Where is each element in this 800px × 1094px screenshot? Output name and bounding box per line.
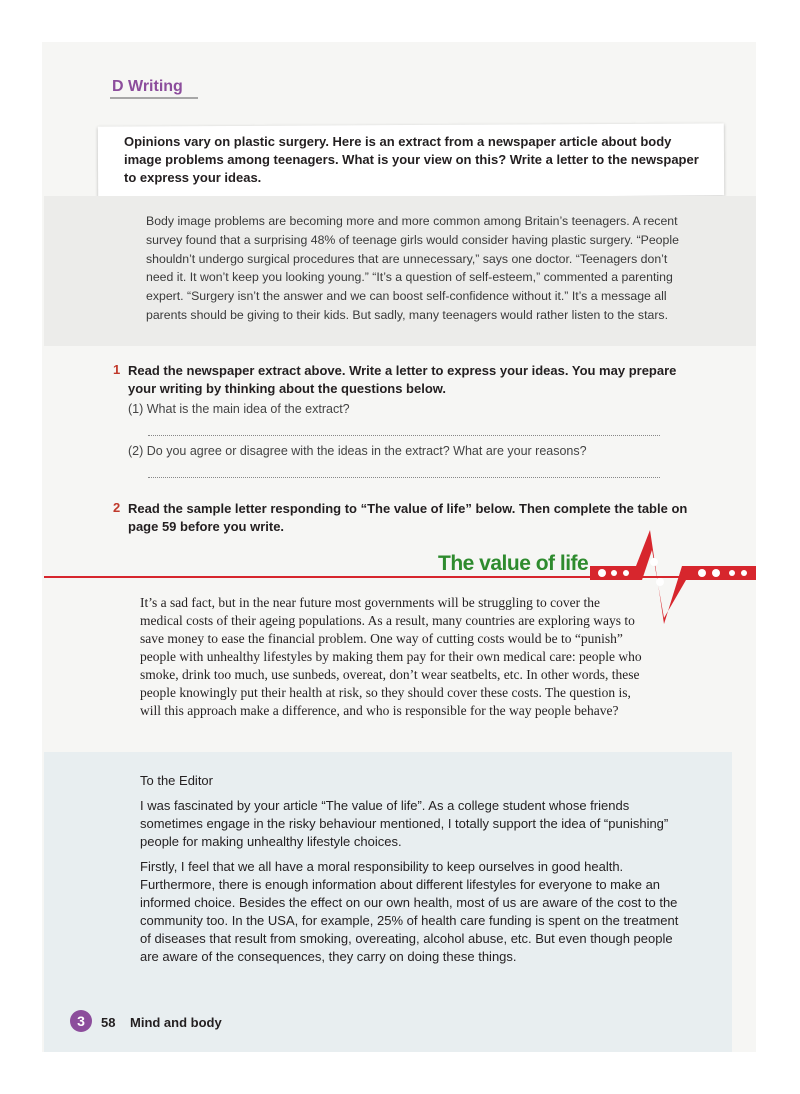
question-number-1: 1 <box>113 362 121 377</box>
letter-paragraph: Firstly, I feel that we all have a moral responsibility to keep ourselves in good health. Furthermore, there is enough information about different lifestyles for everyone to make an informed choice. Besides the effect on our own health, most of us are aware of the cost to the community too. In the USA, for example, 25% of health care funding is spent on the treatment of diseases that result from smoking, overeating, alcohol abuse, etc. But even though people are aware of the consequences, they carry on doing these things. <box>140 859 679 964</box>
sub-question-1: (1) What is the main idea of the extract? <box>128 402 350 416</box>
answer-line-1[interactable] <box>148 435 660 436</box>
newspaper-extract: Body image problems are becoming more and more common among Britain’s teenagers. A recent survey found that a surprising 48% of teenage girls would consider having plastic surgery. “People shouldn’t undergo surgical procedures that are unnecessary,” says one doctor. “Teenagers don’t need it. It won’t keep you looking young.” “It’s a question of self-esteem,” commented a parenting expert. “Surgery isn’t the answer and we can boost self-confidence without it.” It’s a message all parents should be giving to their kids. But sadly, many teenagers would rather listen to the stars. <box>146 214 679 322</box>
answer-line-2[interactable] <box>148 477 660 478</box>
letter-paragraph: I was fascinated by your article “The value of life”. As a college student whose friends sometimes engage in the risky behaviour mentioned, I totally support the idea of “punishing” people for making unhealthy lifestyle choices. <box>140 798 669 849</box>
section-title: D Writing <box>112 78 183 95</box>
unit-title: Mind and body <box>130 1015 222 1030</box>
page-number: 58 <box>101 1015 116 1030</box>
article-body: It’s a sad fact, but in the near future most governments will be struggling to cover the medical costs of their ageing populations. As a result, many countries are exploring ways to save money to ease the financial problem. One way of cutting costs would be to “punish” people with unhealthy lifestyles by making them pay for their own medical care: people who smoke, drink too much, use sunbeds, overeat, don’t wear seatbelts, etc. In other words, these people knowingly put their health at risk, so they should cover these costs. The question is, will this approach make a difference, and who is responsible for the way people behave? <box>140 595 642 718</box>
section-underline <box>110 97 198 99</box>
question-number-2: 2 <box>113 500 121 515</box>
question-2-text: Read the sample letter responding to “The value of life” below. Then complete the table on page 59 before you write. <box>128 501 688 534</box>
unit-badge: 3 <box>70 1010 92 1032</box>
question-1-text: Read the newspaper extract above. Write a letter to express your ideas. You may prepare your writing by thinking about the questions below. <box>128 363 677 396</box>
article-title: The value of life <box>438 552 589 575</box>
letter-salutation: To the Editor <box>140 773 213 788</box>
task-instructions: Opinions vary on plastic surgery. Here is an extract from a newspaper article about body image problems among teenagers. What is your view on this? Write a letter to the newspaper to express your ideas. <box>124 134 699 185</box>
sub-question-2: (2) Do you agree or disagree with the ideas in the extract? What are your reasons? <box>128 444 587 458</box>
sample-letter <box>140 772 680 973</box>
